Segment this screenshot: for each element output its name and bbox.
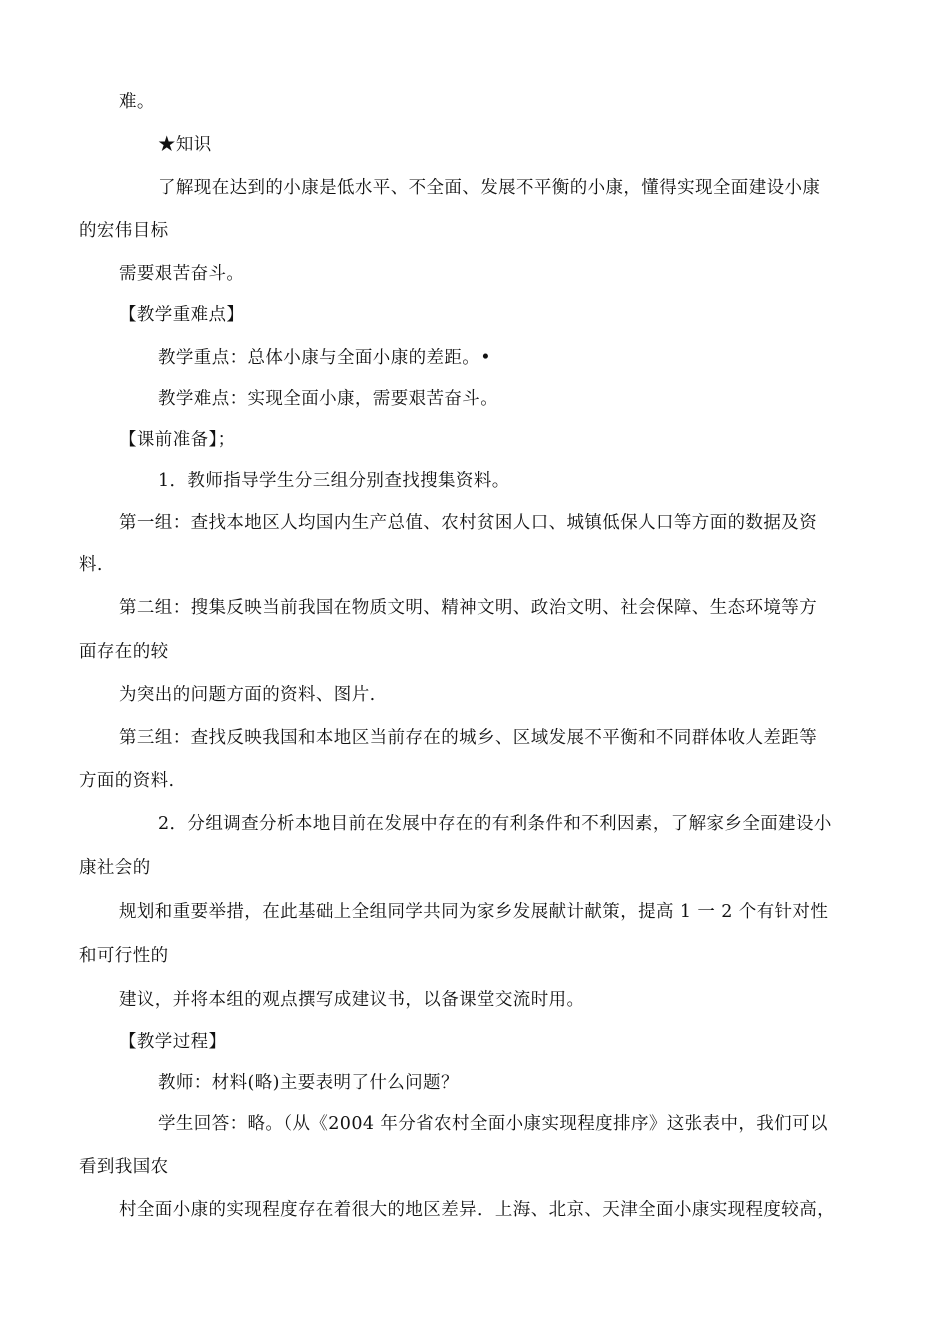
text-line: 建议，并将本组的观点撰写成建议书，以备课堂交流时用。 xyxy=(119,990,585,1010)
text-line: 第一组：查找本地区人均国内生产总值、农村贫困人口、城镇低保人口等方面的数据及资 xyxy=(119,513,818,533)
text-line: 教师：材料(略)主要表明了什么问题？ xyxy=(158,1073,459,1093)
text-line: 2．分组调查分析本地目前在发展中存在的有利条件和不利因素，了解家乡全面建设小 xyxy=(158,814,832,834)
text-line: 的宏伟目标 xyxy=(79,221,169,241)
section-heading-knowledge: ★知识 xyxy=(158,135,212,155)
text-line: 康社会的 xyxy=(79,858,151,878)
section-heading-key-points: 【教学重难点】 xyxy=(119,305,245,325)
text-line: 需要艰苦奋斗。 xyxy=(119,264,245,284)
text-line: 学生回答：略。（从《2004 年分省农村全面小康实现程度排序》这张表中，我们可以 xyxy=(158,1114,828,1134)
text-line: 了解现在达到的小康是低水平、不全面、发展不平衡的小康，懂得实现全面建设小康 xyxy=(158,178,821,198)
text-line: 难。 xyxy=(119,92,155,112)
text-line: 看到我国农 xyxy=(79,1157,169,1177)
text-line: 面存在的较 xyxy=(79,642,169,662)
text-line: 第三组：查找反映我国和本地区当前存在的城乡、区域发展不平衡和不同群体收人差距等 xyxy=(119,728,818,748)
section-heading-teaching-process: 【教学过程】 xyxy=(119,1032,227,1052)
text-line: 教学重点：总体小康与全面小康的差距。• xyxy=(158,348,491,368)
text-line: 为突出的问题方面的资料、图片. xyxy=(119,685,376,705)
text-line: 教学难点：实现全面小康，需要艰苦奋斗。 xyxy=(158,389,499,409)
text-line: 第二组：搜集反映当前我国在物质文明、精神文明、政治文明、社会保障、生态环境等方 xyxy=(119,598,818,618)
text-line: 规划和重要举措，在此基础上全组同学共同为家乡发展献计献策，提高 1 一 2 个有针对性 xyxy=(119,902,829,922)
text-line: 方面的资料. xyxy=(79,771,175,791)
section-heading-preparation: 【课前准备】； xyxy=(119,430,236,450)
text-line: 料. xyxy=(79,555,103,575)
text-line: 1．教师指导学生分三组分别查找搜集资料。 xyxy=(158,471,510,491)
text-line: 村全面小康的实现程度存在着很大的地区差异．上海、北京、天津全面小康实现程度较高， xyxy=(119,1200,835,1220)
text-line: 和可行性的 xyxy=(79,946,169,966)
